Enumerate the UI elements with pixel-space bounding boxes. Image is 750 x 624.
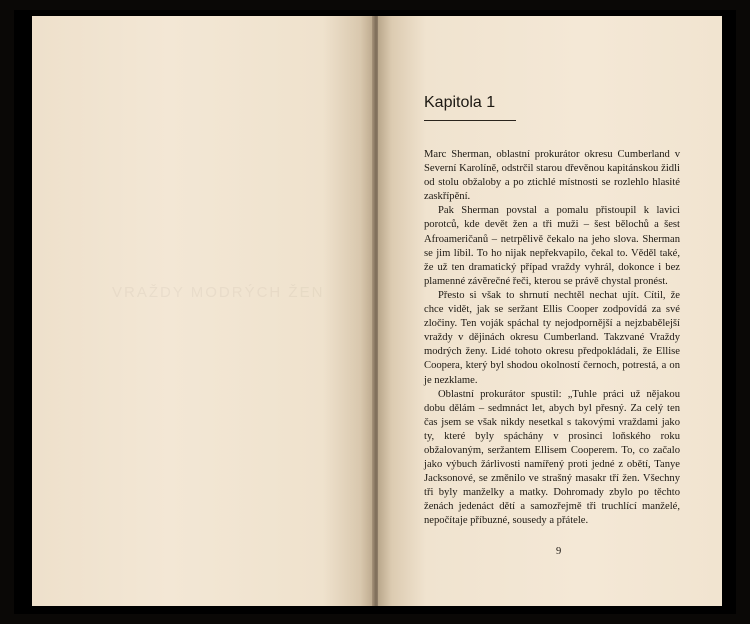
chapter-title: Kapitola 1 <box>424 94 496 111</box>
paragraph: Pak Sherman povstal a pomalu přistoupil k lavici porotců, kde devět žen a tři muži – šest bělochů a šest Afroameričanů – netrpělivě čekalo na jeho slova. Sherman se jim líbil. To ho nijak nepřekvapilo, čekal to. Věděl také, že už ten dramatický případ vraždy vyhrál, dokonce i bez plamenné závěrečné řeči, kterou se právě chystal pronést. <box>424 205 680 287</box>
chapter-body <box>424 148 680 529</box>
paragraph: Přesto si však to shrnutí nechtěl nechat ujít. Cítil, že chce vidět, jak se seržant Ellis Cooper zodpovídá za své zločiny. Ten voják spáchal ty nejodpornější a nejzbabělejší vraždy v dějinách okresu Cumberland. Takzvané Vraždy modrých ženy. Lidé tohoto okresu předpokládali, že Ellise Coopera, který byl shodou okolností černoch, potrestá, a on je nezklame. <box>424 289 680 386</box>
right-page <box>378 16 722 606</box>
left-page <box>32 16 374 606</box>
paragraph: Oblastní prokurátor spustil: „Tuhle práci už nějakou dobu dělám – sedmnáct let, abych byl přesný. Za celý ten čas jsem se však nikdy nesetkal s takovými vraždami jako ty, které byly spáchány v prosinci loňského roku obžalovaným, seržantem Ellisem Cooperem. To, co začalo jako výbuch žárlivosti namířený proti jedné z obětí, Tanye Jacksonové, se změnilo ve strašný masakr tří žen. Všechny tři byly manželky a matky. Dohromady zbylo po těchto ženách jedenáct dětí a samozřejmě tři truchlící manželé, nepočítaje příbuzné, sousedy a přátele. <box>424 388 680 527</box>
paragraph: Marc Sherman, oblastní prokurátor okresu Cumberland v Severní Karolíně, odstrčil starou dřevěnou kapitánskou židli od stolu obžaloby a po ztichlé místnosti se rozlehlo hlasité zaskřípění. <box>424 149 680 203</box>
bleed-through-text: VRAŽDY MODRÝCH ŽEN <box>112 284 325 301</box>
chapter-underline <box>424 120 516 121</box>
page-number: 9 <box>556 546 562 557</box>
